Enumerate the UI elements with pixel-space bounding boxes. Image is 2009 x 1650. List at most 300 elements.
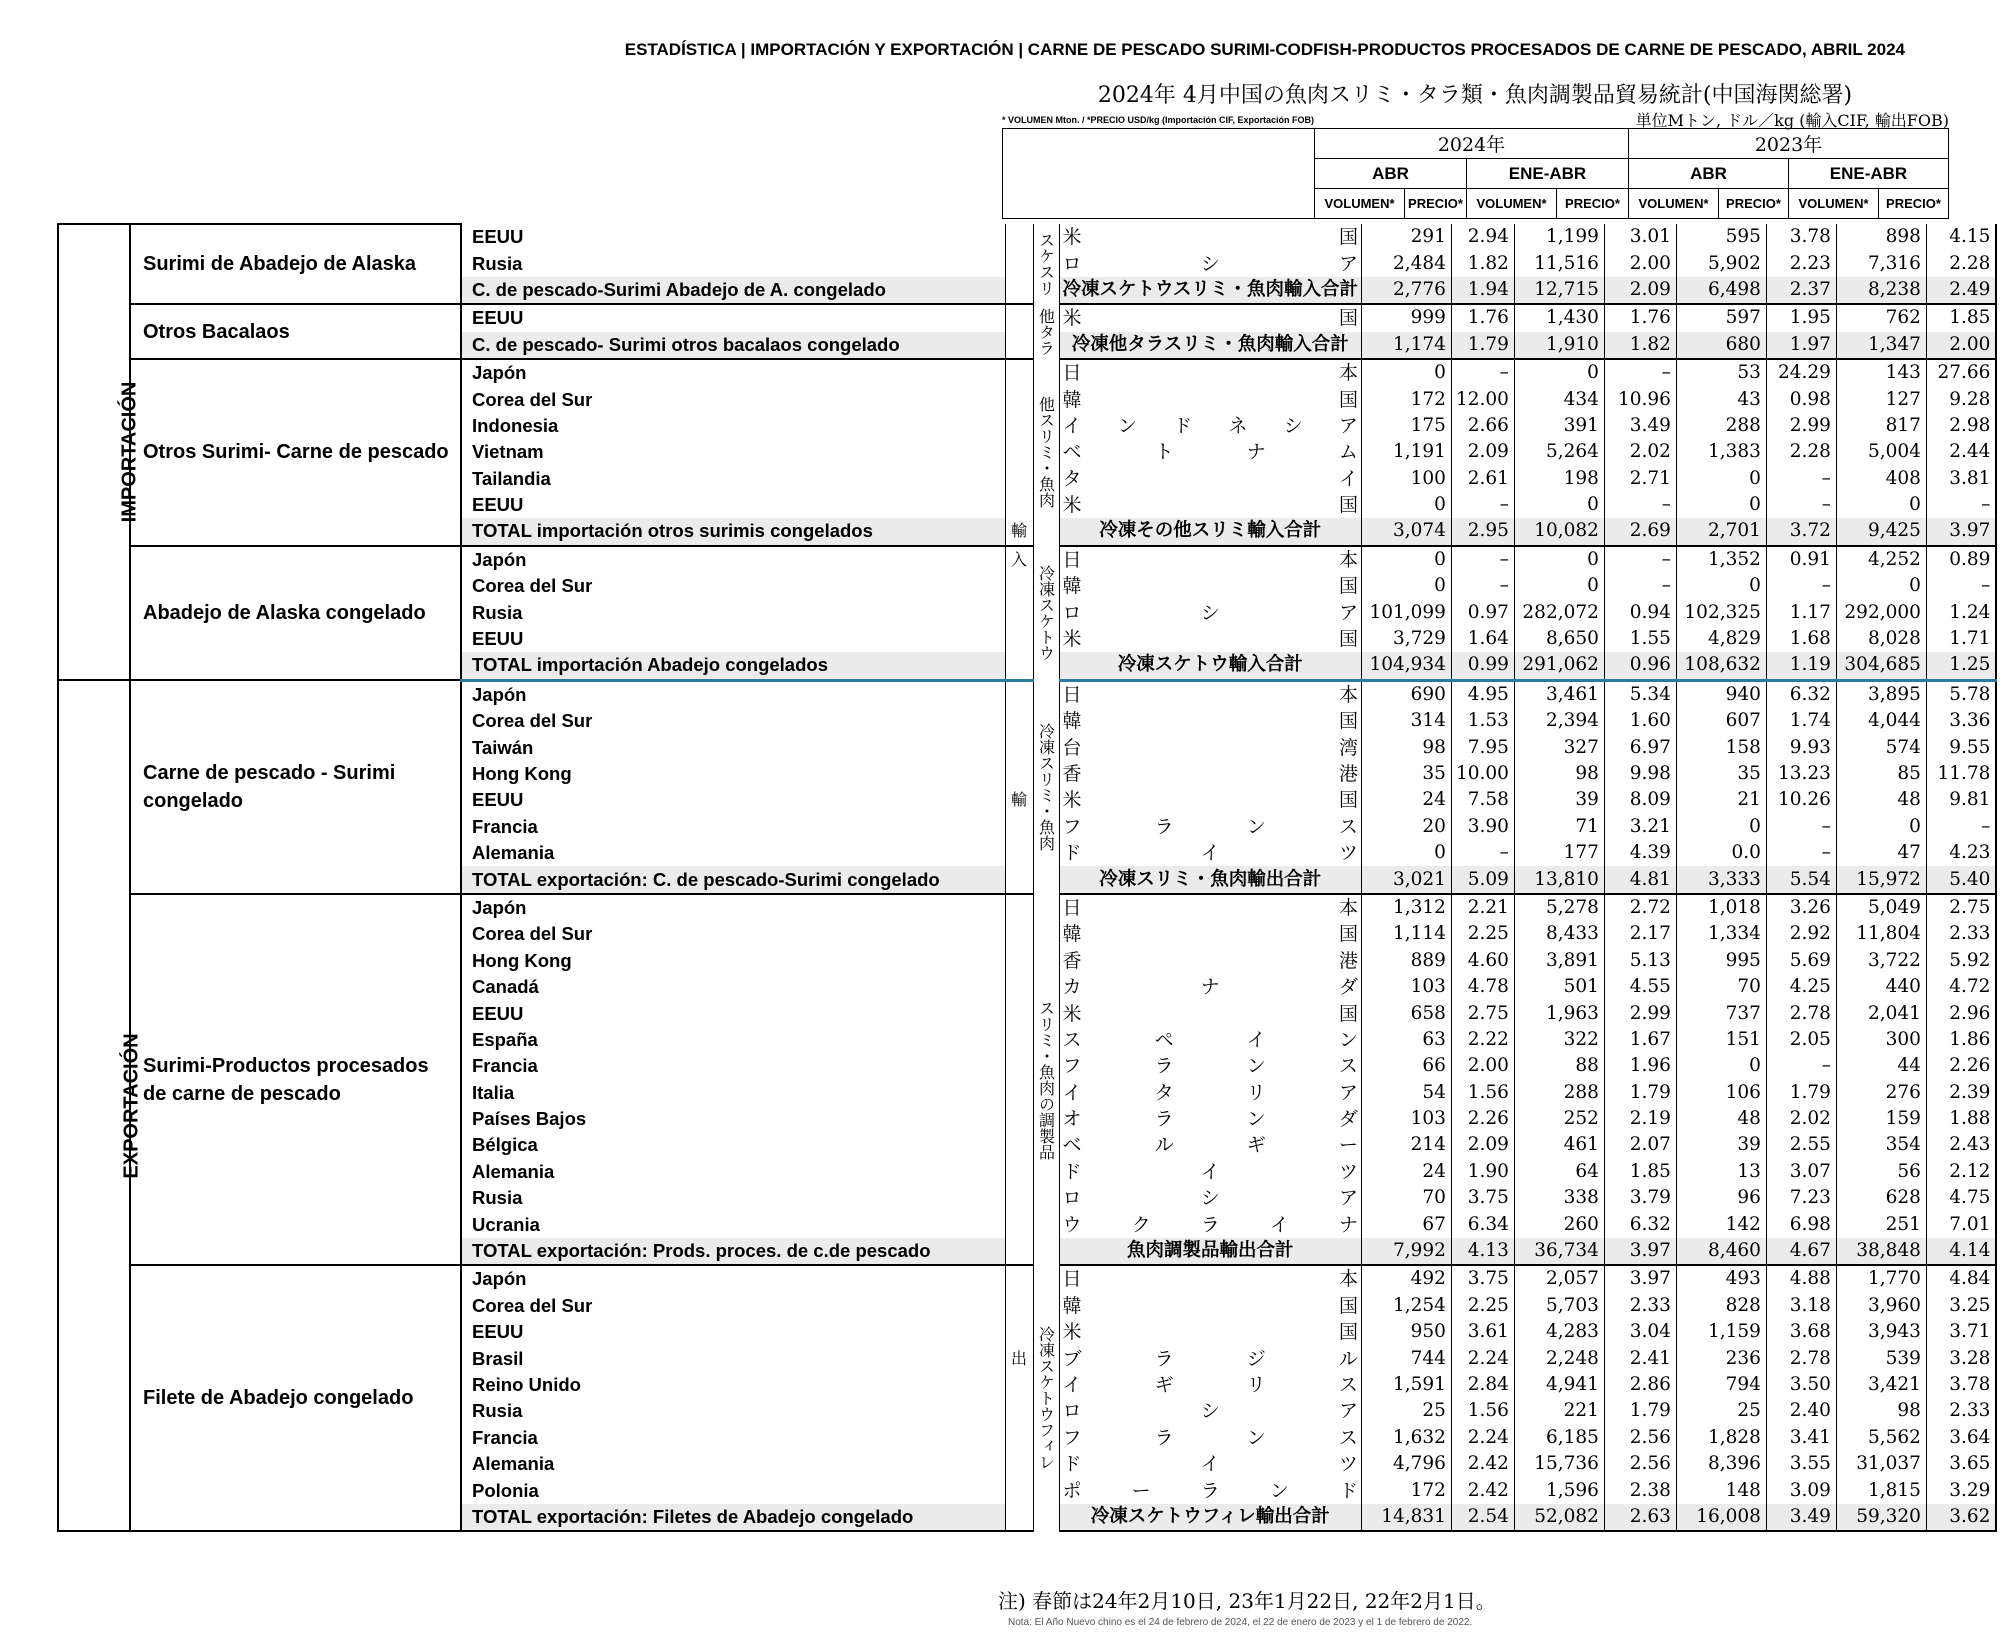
price-cell: 3.71 bbox=[1926, 1319, 1996, 1345]
jp-country bbox=[1059, 546, 1361, 573]
volume-cell: 501 bbox=[1514, 974, 1604, 1000]
flow-char bbox=[1005, 304, 1033, 331]
volume-cell: 25 bbox=[1361, 1398, 1451, 1424]
jp-char: ナ bbox=[1246, 441, 1266, 464]
volume-cell: 1,383 bbox=[1676, 439, 1766, 465]
jp-country bbox=[1059, 761, 1361, 787]
jp-country bbox=[1059, 1211, 1361, 1237]
jp-country bbox=[1059, 1477, 1361, 1503]
volume-cell: 103 bbox=[1361, 1106, 1451, 1132]
jp-char: 冷凍その他スリミ輸入合計 bbox=[1099, 520, 1322, 542]
volume-cell: 172 bbox=[1361, 386, 1451, 412]
country-label: Corea del Sur bbox=[461, 573, 1005, 599]
price-cell: 4.72 bbox=[1926, 974, 1996, 1000]
jp-country bbox=[1059, 1185, 1361, 1211]
volume-cell: 3,960 bbox=[1836, 1293, 1926, 1319]
flow-char bbox=[1005, 1238, 1033, 1265]
jp-char: ポ bbox=[1062, 1479, 1082, 1502]
volume-cell: 106 bbox=[1676, 1080, 1766, 1106]
jp-country bbox=[1059, 894, 1361, 921]
flow-char: 入 bbox=[1005, 546, 1033, 573]
country-label: Japón bbox=[461, 894, 1005, 921]
jp-char: 韓 bbox=[1062, 388, 1082, 411]
flow-char bbox=[1005, 1398, 1033, 1424]
price-cell: 1.60 bbox=[1604, 708, 1676, 734]
price-cell: 2.02 bbox=[1604, 439, 1676, 465]
jp-char: 本 bbox=[1338, 362, 1358, 385]
jp-char: ン bbox=[1338, 1028, 1358, 1051]
volume-cell: 1,254 bbox=[1361, 1293, 1451, 1319]
volume-cell: 43 bbox=[1676, 386, 1766, 412]
jp-char: シ bbox=[1200, 1400, 1220, 1423]
volume-cell: 15,736 bbox=[1514, 1451, 1604, 1477]
jp-char: ク bbox=[1131, 1213, 1151, 1236]
price-cell: 2.09 bbox=[1604, 277, 1676, 304]
jp-country bbox=[1059, 1319, 1361, 1345]
price-cell: 3.28 bbox=[1926, 1345, 1996, 1371]
volume-cell: 98 bbox=[1514, 761, 1604, 787]
price-cell: 2.75 bbox=[1926, 894, 1996, 921]
jp-char: 香 bbox=[1062, 763, 1082, 785]
price-cell: 3.90 bbox=[1451, 814, 1514, 840]
jp-char: イ bbox=[1200, 1160, 1220, 1183]
jp-char: 本 bbox=[1338, 1268, 1358, 1291]
volume-cell: 2,057 bbox=[1514, 1265, 1604, 1292]
jp-char: 韓 bbox=[1062, 923, 1082, 946]
price-cell: 3.49 bbox=[1766, 1504, 1836, 1531]
country-label: Francia bbox=[461, 1425, 1005, 1451]
price-cell: 2.94 bbox=[1451, 224, 1514, 250]
price-cell: – bbox=[1926, 573, 1996, 599]
volume-cell: 0 bbox=[1676, 814, 1766, 840]
price-cell: 5.69 bbox=[1766, 948, 1836, 974]
volume-cell: 762 bbox=[1836, 304, 1926, 331]
jp-country bbox=[1059, 1238, 1361, 1265]
volume-cell: 0.0 bbox=[1676, 840, 1766, 866]
price-cell: 2.71 bbox=[1604, 466, 1676, 492]
jp-country bbox=[1059, 1425, 1361, 1451]
jp-char: イ bbox=[1269, 1213, 1289, 1236]
price-cell: 1.76 bbox=[1451, 304, 1514, 331]
price-cell: – bbox=[1451, 840, 1514, 866]
price-cell: 9.98 bbox=[1604, 761, 1676, 787]
price-cell: 1.71 bbox=[1926, 626, 1996, 652]
jp-char: リ bbox=[1246, 1081, 1266, 1104]
country-label: Hong Kong bbox=[461, 761, 1005, 787]
price-cell: 1.97 bbox=[1766, 332, 1836, 359]
price-cell: 1.76 bbox=[1604, 304, 1676, 331]
price-cell: 8.09 bbox=[1604, 787, 1676, 813]
jp-char: ダ bbox=[1338, 976, 1358, 999]
price-cell: 2.33 bbox=[1604, 1293, 1676, 1319]
jp-char: ン bbox=[1246, 1055, 1266, 1078]
jp-char: ス bbox=[1062, 1028, 1082, 1051]
jp-char: 韓 bbox=[1062, 1294, 1082, 1317]
jp-char: ラ bbox=[1154, 1055, 1174, 1078]
volume-cell: 85 bbox=[1836, 761, 1926, 787]
volume-cell: 292,000 bbox=[1836, 599, 1926, 625]
volume-cell: 0 bbox=[1361, 492, 1451, 518]
country-label: Japón bbox=[461, 680, 1005, 708]
volume-cell: 21 bbox=[1676, 787, 1766, 813]
volume-cell: 47 bbox=[1836, 840, 1926, 866]
country-label: Rusia bbox=[461, 1398, 1005, 1424]
volume-cell: 6,498 bbox=[1676, 277, 1766, 304]
jp-char: ア bbox=[1338, 601, 1358, 624]
flow-char bbox=[1005, 840, 1033, 866]
country-label: Francia bbox=[461, 1053, 1005, 1079]
volume-cell: 3,074 bbox=[1361, 518, 1451, 545]
volume-cell: 8,433 bbox=[1514, 921, 1604, 947]
volume-cell: 142 bbox=[1676, 1211, 1766, 1237]
flow-char bbox=[1005, 1080, 1033, 1106]
price-cell: 3.78 bbox=[1766, 224, 1836, 250]
volume-cell: 214 bbox=[1361, 1132, 1451, 1158]
jp-char: 湾 bbox=[1338, 736, 1358, 759]
volume-cell: 999 bbox=[1361, 304, 1451, 331]
volume-cell: 5,049 bbox=[1836, 894, 1926, 921]
price-cell: 2.98 bbox=[1926, 413, 1996, 439]
volume-cell: 1,828 bbox=[1676, 1425, 1766, 1451]
jp-char: ラ bbox=[1200, 1213, 1220, 1236]
price-cell: 0.98 bbox=[1766, 386, 1836, 412]
price-cell: 4.78 bbox=[1451, 974, 1514, 1000]
price-cell: 1.56 bbox=[1451, 1080, 1514, 1106]
price-cell: 2.63 bbox=[1604, 1504, 1676, 1531]
jp-char: シ bbox=[1200, 1187, 1220, 1210]
volume-cell: 70 bbox=[1361, 1185, 1451, 1211]
jp-country bbox=[1059, 492, 1361, 518]
price-cell: 27.66 bbox=[1926, 359, 1996, 386]
country-label: EEUU bbox=[461, 224, 1005, 250]
jp-country bbox=[1059, 1293, 1361, 1319]
volume-cell: 1,770 bbox=[1836, 1265, 1926, 1292]
jp-country bbox=[1059, 304, 1361, 331]
volumen-header: VOLUMEN* bbox=[1789, 189, 1879, 219]
price-cell: 2.78 bbox=[1766, 1000, 1836, 1026]
total-label: TOTAL exportación: Filetes de Abadejo congelado bbox=[461, 1504, 1005, 1531]
jp-country bbox=[1059, 626, 1361, 652]
price-cell: – bbox=[1926, 492, 1996, 518]
volume-cell: 1,430 bbox=[1514, 304, 1604, 331]
jp-char: タ bbox=[1062, 467, 1082, 490]
price-cell: 5.40 bbox=[1926, 866, 1996, 893]
price-cell: 0.97 bbox=[1451, 599, 1514, 625]
jp-char: ギ bbox=[1246, 1134, 1266, 1157]
flow-char bbox=[1005, 974, 1033, 1000]
flow-char bbox=[1005, 761, 1033, 787]
price-cell: 1.79 bbox=[1604, 1080, 1676, 1106]
volume-cell: 5,703 bbox=[1514, 1293, 1604, 1319]
country-label: Corea del Sur bbox=[461, 386, 1005, 412]
price-cell: – bbox=[1604, 359, 1676, 386]
price-cell: 7.95 bbox=[1451, 734, 1514, 760]
jp-char: 日 bbox=[1062, 548, 1082, 571]
price-cell: 3.75 bbox=[1451, 1265, 1514, 1292]
volume-cell: 2,041 bbox=[1836, 1000, 1926, 1026]
volume-cell: 1,114 bbox=[1361, 921, 1451, 947]
price-cell: – bbox=[1604, 492, 1676, 518]
price-cell: 4.88 bbox=[1766, 1265, 1836, 1292]
volume-cell: 175 bbox=[1361, 413, 1451, 439]
volume-cell: 744 bbox=[1361, 1345, 1451, 1371]
price-cell: 7.23 bbox=[1766, 1185, 1836, 1211]
volume-cell: 11,516 bbox=[1514, 250, 1604, 276]
jp-char: 日 bbox=[1062, 1268, 1082, 1291]
jp-char: ネ bbox=[1228, 414, 1248, 437]
volume-cell: 48 bbox=[1676, 1106, 1766, 1132]
price-cell: 3.50 bbox=[1766, 1372, 1836, 1398]
price-cell: 4.15 bbox=[1926, 224, 1996, 250]
country-label: Alemania bbox=[461, 840, 1005, 866]
jp-char: イ bbox=[1246, 1028, 1266, 1051]
jp-product-vertical: 他タラ bbox=[1033, 304, 1059, 359]
volume-cell: 148 bbox=[1676, 1477, 1766, 1503]
country-label: EEUU bbox=[461, 304, 1005, 331]
volume-cell: 0 bbox=[1836, 492, 1926, 518]
jp-country bbox=[1059, 250, 1361, 276]
price-cell: 2.00 bbox=[1604, 250, 1676, 276]
jp-char: ス bbox=[1338, 1055, 1358, 1078]
jp-char: イ bbox=[1062, 414, 1082, 437]
price-cell: – bbox=[1766, 492, 1836, 518]
country-label: Rusia bbox=[461, 250, 1005, 276]
jp-char: 日 bbox=[1062, 896, 1082, 919]
volume-cell: 70 bbox=[1676, 974, 1766, 1000]
jp-char: イ bbox=[1062, 1081, 1082, 1104]
price-cell: 9.55 bbox=[1926, 734, 1996, 760]
country-label: Francia bbox=[461, 814, 1005, 840]
volume-cell: 4,829 bbox=[1676, 626, 1766, 652]
price-cell: 0.89 bbox=[1926, 546, 1996, 573]
jp-char: ム bbox=[1338, 441, 1358, 464]
volume-cell: 338 bbox=[1514, 1185, 1604, 1211]
price-cell: 2.92 bbox=[1766, 921, 1836, 947]
jp-country bbox=[1059, 1345, 1361, 1371]
volume-cell: 3,891 bbox=[1514, 948, 1604, 974]
volume-cell: 54 bbox=[1361, 1080, 1451, 1106]
price-cell: 2.69 bbox=[1604, 518, 1676, 545]
volume-cell: 103 bbox=[1361, 974, 1451, 1000]
price-cell: 2.75 bbox=[1451, 1000, 1514, 1026]
volume-cell: 52,082 bbox=[1514, 1504, 1604, 1531]
jp-char: タ bbox=[1154, 1081, 1174, 1104]
volume-cell: 151 bbox=[1676, 1027, 1766, 1053]
country-label: Canadá bbox=[461, 974, 1005, 1000]
jp-char: リ bbox=[1246, 1373, 1266, 1396]
price-cell: 3.97 bbox=[1604, 1238, 1676, 1265]
volume-cell: 39 bbox=[1676, 1132, 1766, 1158]
jp-char: 米 bbox=[1062, 1321, 1082, 1344]
product-name: Otros Surimi- Carne de pescado bbox=[130, 359, 461, 546]
flow-char bbox=[1005, 1027, 1033, 1053]
volume-cell: 104,934 bbox=[1361, 652, 1451, 680]
flow-char bbox=[1005, 1185, 1033, 1211]
volume-cell: 940 bbox=[1676, 680, 1766, 708]
price-cell: 4.25 bbox=[1766, 974, 1836, 1000]
price-cell: 2.21 bbox=[1451, 894, 1514, 921]
volume-cell: 12,715 bbox=[1514, 277, 1604, 304]
jp-char: ラ bbox=[1154, 815, 1174, 838]
price-cell: 3.65 bbox=[1926, 1451, 1996, 1477]
jp-char: 冷凍スケトウフィレ輸出合計 bbox=[1090, 1505, 1330, 1527]
jp-country bbox=[1059, 1451, 1361, 1477]
volumen-header: VOLUMEN* bbox=[1315, 189, 1405, 219]
volume-cell: 88 bbox=[1514, 1053, 1604, 1079]
flow-char bbox=[1005, 573, 1033, 599]
jp-char: ン bbox=[1269, 1479, 1289, 1502]
table-row bbox=[58, 359, 1996, 386]
volume-cell: 7,316 bbox=[1836, 250, 1926, 276]
flow-char bbox=[1005, 626, 1033, 652]
precio-header: PRECIO* bbox=[1557, 189, 1629, 219]
price-cell: 1.85 bbox=[1604, 1159, 1676, 1185]
volume-cell: 291,062 bbox=[1514, 652, 1604, 680]
volume-cell: 680 bbox=[1676, 332, 1766, 359]
price-cell: 2.33 bbox=[1926, 921, 1996, 947]
price-cell: 2.28 bbox=[1926, 250, 1996, 276]
price-cell: 3.01 bbox=[1604, 224, 1676, 250]
price-cell: 4.84 bbox=[1926, 1265, 1996, 1292]
flow-char bbox=[1005, 1451, 1033, 1477]
volume-cell: 1,018 bbox=[1676, 894, 1766, 921]
volume-cell: 252 bbox=[1514, 1106, 1604, 1132]
price-cell: 5.34 bbox=[1604, 680, 1676, 708]
volume-cell: 5,562 bbox=[1836, 1425, 1926, 1451]
country-label: EEUU bbox=[461, 626, 1005, 652]
price-cell: 11.78 bbox=[1926, 761, 1996, 787]
price-cell: 4.81 bbox=[1604, 866, 1676, 893]
price-cell: 2.09 bbox=[1451, 1132, 1514, 1158]
price-cell: 2.42 bbox=[1451, 1451, 1514, 1477]
jp-char: 魚肉調製品輸出合計 bbox=[1126, 1240, 1294, 1262]
jp-country bbox=[1059, 413, 1361, 439]
price-cell: – bbox=[1766, 840, 1836, 866]
volume-cell: 828 bbox=[1676, 1293, 1766, 1319]
jp-char: ブ bbox=[1062, 1347, 1082, 1370]
price-cell: 2.99 bbox=[1766, 413, 1836, 439]
jp-char: 国 bbox=[1338, 628, 1358, 651]
price-cell: 2.00 bbox=[1926, 332, 1996, 359]
jp-country bbox=[1059, 787, 1361, 813]
flow-char bbox=[1005, 1053, 1033, 1079]
volume-cell: 595 bbox=[1676, 224, 1766, 250]
price-cell: 2.02 bbox=[1766, 1106, 1836, 1132]
jp-country bbox=[1059, 1132, 1361, 1158]
country-label: Corea del Sur bbox=[461, 921, 1005, 947]
price-cell: 2.22 bbox=[1451, 1027, 1514, 1053]
price-cell: 2.61 bbox=[1451, 466, 1514, 492]
jp-char: 冷凍スリミ・魚肉輸出合計 bbox=[1099, 868, 1322, 890]
volume-cell: 4,941 bbox=[1514, 1372, 1604, 1398]
price-cell: 2.23 bbox=[1766, 250, 1836, 276]
jp-char: ド bbox=[1062, 1160, 1082, 1183]
jp-country bbox=[1059, 1080, 1361, 1106]
volume-cell: 13 bbox=[1676, 1159, 1766, 1185]
jp-char: ド bbox=[1173, 414, 1193, 437]
volume-cell: 8,028 bbox=[1836, 626, 1926, 652]
volume-cell: 3,895 bbox=[1836, 680, 1926, 708]
price-cell: 3.78 bbox=[1926, 1372, 1996, 1398]
price-cell: 1.64 bbox=[1451, 626, 1514, 652]
price-cell: 24.29 bbox=[1766, 359, 1836, 386]
price-cell: 4.95 bbox=[1451, 680, 1514, 708]
volume-cell: 20 bbox=[1361, 814, 1451, 840]
price-cell: 4.39 bbox=[1604, 840, 1676, 866]
volume-cell: 898 bbox=[1836, 224, 1926, 250]
price-cell: 5.92 bbox=[1926, 948, 1996, 974]
jp-char: フ bbox=[1062, 815, 1082, 838]
price-cell: – bbox=[1451, 546, 1514, 573]
volume-cell: 391 bbox=[1514, 413, 1604, 439]
flow-char bbox=[1005, 413, 1033, 439]
price-cell: 1.95 bbox=[1766, 304, 1836, 331]
flow-char bbox=[1005, 332, 1033, 359]
volume-cell: 2,776 bbox=[1361, 277, 1451, 304]
jp-country bbox=[1059, 1053, 1361, 1079]
flow-char bbox=[1005, 1504, 1033, 1531]
jp-char: フ bbox=[1062, 1426, 1082, 1449]
price-cell: 1.25 bbox=[1926, 652, 1996, 680]
price-cell: 1.82 bbox=[1604, 332, 1676, 359]
price-cell: 3.64 bbox=[1926, 1425, 1996, 1451]
jp-char: ロ bbox=[1062, 252, 1082, 275]
volume-cell: 3,021 bbox=[1361, 866, 1451, 893]
volume-cell: 1,174 bbox=[1361, 332, 1451, 359]
column-header bbox=[1002, 128, 1949, 219]
price-cell: 2.96 bbox=[1926, 1000, 1996, 1026]
jp-char: オ bbox=[1062, 1108, 1082, 1131]
volume-cell: 0 bbox=[1676, 1053, 1766, 1079]
product-name: Filete de Abadejo congelado bbox=[130, 1265, 461, 1531]
jp-country bbox=[1059, 599, 1361, 625]
unit-note-jp: 単位Mトン, ドル／kg (輸入CIF, 輸出FOB) bbox=[1635, 111, 1949, 130]
volume-cell: 67 bbox=[1361, 1211, 1451, 1237]
table-row bbox=[58, 1265, 1996, 1292]
volume-cell: 574 bbox=[1836, 734, 1926, 760]
jp-char: 本 bbox=[1338, 896, 1358, 919]
jp-char: ダ bbox=[1338, 1108, 1358, 1131]
volume-cell: 8,460 bbox=[1676, 1238, 1766, 1265]
volume-cell: 282,072 bbox=[1514, 599, 1604, 625]
price-cell: 3.55 bbox=[1766, 1451, 1836, 1477]
category-label: EXPORTACIÓN bbox=[120, 1033, 143, 1179]
volume-cell: 539 bbox=[1836, 1345, 1926, 1371]
jp-char: 日 bbox=[1062, 683, 1082, 706]
jp-char: ア bbox=[1338, 1081, 1358, 1104]
total-label: C. de pescado-Surimi Abadejo de A. congelado bbox=[461, 277, 1005, 304]
jp-char: 韓 bbox=[1062, 575, 1082, 598]
flow-char bbox=[1005, 921, 1033, 947]
volume-cell: 25 bbox=[1676, 1398, 1766, 1424]
total-label: TOTAL importación Abadejo congelados bbox=[461, 652, 1005, 680]
price-cell: 4.67 bbox=[1766, 1238, 1836, 1265]
table-row bbox=[58, 680, 1996, 708]
jp-char: ド bbox=[1062, 1453, 1082, 1476]
price-cell: 10.00 bbox=[1451, 761, 1514, 787]
volume-cell: 59,320 bbox=[1836, 1504, 1926, 1531]
jp-char: ス bbox=[1338, 815, 1358, 838]
volume-cell: 492 bbox=[1361, 1265, 1451, 1292]
volume-cell: 221 bbox=[1514, 1398, 1604, 1424]
jp-char: ド bbox=[1062, 842, 1082, 865]
volume-cell: 314 bbox=[1361, 708, 1451, 734]
price-cell: 3.79 bbox=[1604, 1185, 1676, 1211]
price-cell: 2.44 bbox=[1926, 439, 1996, 465]
price-cell: 4.13 bbox=[1451, 1238, 1514, 1265]
jp-char: イ bbox=[1200, 1453, 1220, 1476]
flow-char bbox=[1005, 894, 1033, 921]
